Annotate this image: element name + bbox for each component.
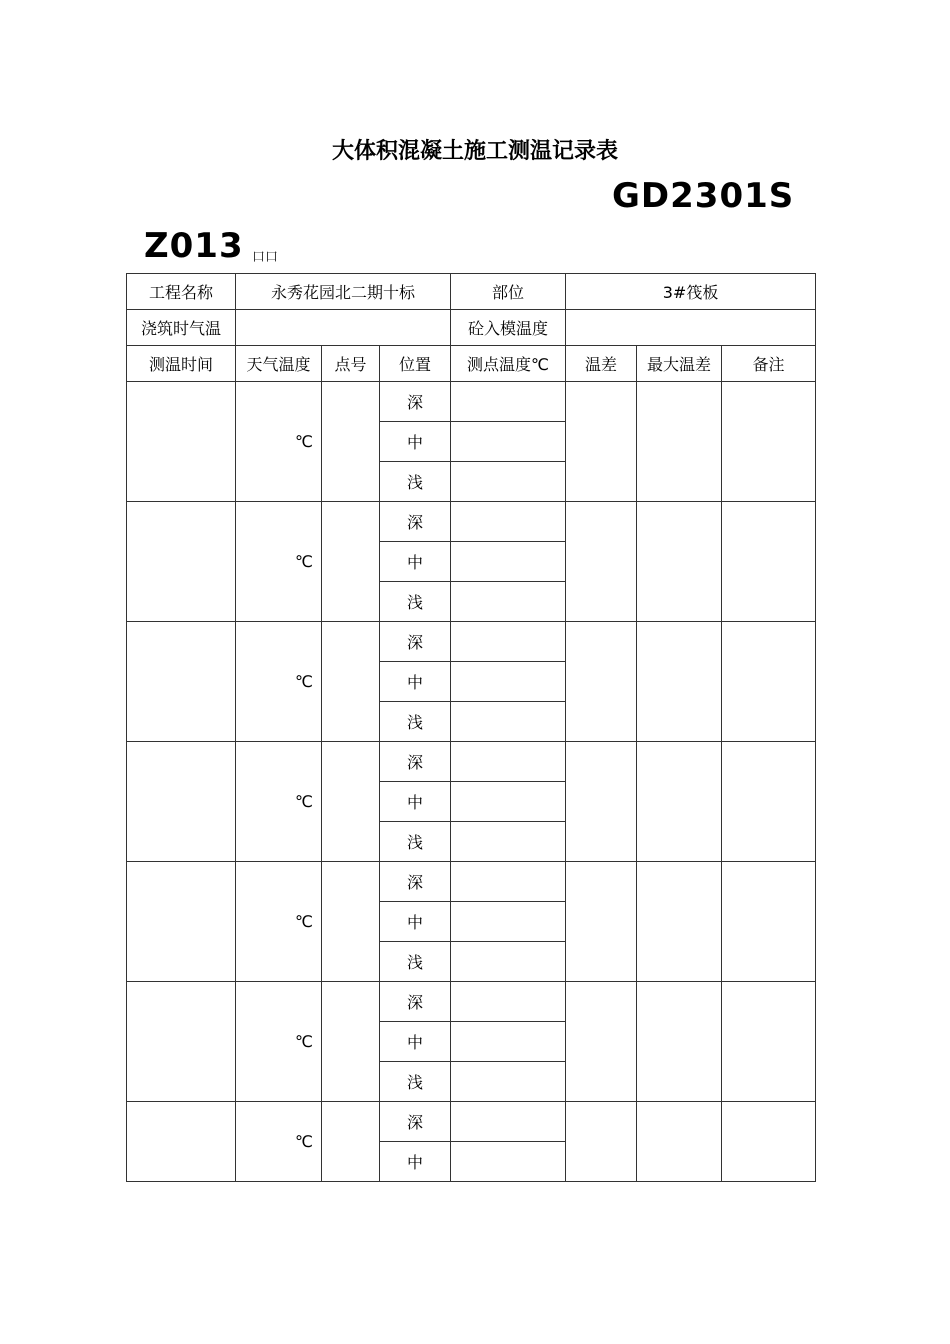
weather-temp-cell[interactable]: ℃ bbox=[236, 742, 322, 862]
weather-temp-cell[interactable]: ℃ bbox=[236, 502, 322, 622]
position-cell: 深 bbox=[380, 862, 451, 902]
position-cell: 深 bbox=[380, 742, 451, 782]
max-diff-cell[interactable] bbox=[637, 622, 722, 742]
temp-diff-cell[interactable] bbox=[566, 622, 637, 742]
position-cell: 深 bbox=[380, 382, 451, 422]
col-header-point-temp: 测点温度℃ bbox=[451, 346, 566, 382]
point-temp-cell[interactable] bbox=[451, 582, 566, 622]
table-row bbox=[127, 982, 816, 1022]
point-temp-cell[interactable] bbox=[451, 1102, 566, 1142]
page-title: 大体积混凝土施工测温记录表 bbox=[331, 139, 618, 164]
time-cell[interactable] bbox=[127, 862, 236, 982]
form-code-line1: GD2301S bbox=[612, 176, 795, 216]
pour-temp-label: 浇筑时气温 bbox=[127, 310, 236, 346]
point-temp-cell[interactable] bbox=[451, 502, 566, 542]
weather-temp-cell[interactable]: ℃ bbox=[236, 1102, 322, 1182]
point-temp-cell[interactable] bbox=[451, 622, 566, 662]
col-header-temp-diff: 温差 bbox=[566, 346, 637, 382]
point-no-cell[interactable] bbox=[322, 382, 380, 502]
mold-temp-label: 砼入模温度 bbox=[451, 310, 566, 346]
point-temp-cell[interactable] bbox=[451, 902, 566, 942]
table-row bbox=[127, 1102, 816, 1142]
column-header-row bbox=[127, 346, 816, 382]
col-header-remarks: 备注 bbox=[722, 346, 816, 382]
position-cell: 深 bbox=[380, 982, 451, 1022]
form-code-suffix: 口口 bbox=[252, 250, 279, 265]
point-temp-cell[interactable] bbox=[451, 462, 566, 502]
form-code-line2: Z013 bbox=[144, 226, 244, 266]
position-cell: 中 bbox=[380, 542, 451, 582]
part-value[interactable]: 3#筏板 bbox=[566, 274, 816, 310]
remarks-cell[interactable] bbox=[722, 862, 816, 982]
point-temp-cell[interactable] bbox=[451, 942, 566, 982]
position-cell: 浅 bbox=[380, 702, 451, 742]
weather-temp-cell[interactable]: ℃ bbox=[236, 862, 322, 982]
max-diff-cell[interactable] bbox=[637, 742, 722, 862]
position-cell: 浅 bbox=[380, 462, 451, 502]
point-no-cell[interactable] bbox=[322, 1102, 380, 1182]
point-temp-cell[interactable] bbox=[451, 662, 566, 702]
mold-temp-value[interactable] bbox=[566, 310, 816, 346]
weather-temp-cell[interactable]: ℃ bbox=[236, 622, 322, 742]
remarks-cell[interactable] bbox=[722, 1102, 816, 1182]
temp-diff-cell[interactable] bbox=[566, 382, 637, 502]
point-temp-cell[interactable] bbox=[451, 542, 566, 582]
position-cell: 中 bbox=[380, 1022, 451, 1062]
weather-temp-cell[interactable]: ℃ bbox=[236, 982, 322, 1102]
point-temp-cell[interactable] bbox=[451, 1062, 566, 1102]
time-cell[interactable] bbox=[127, 622, 236, 742]
max-diff-cell[interactable] bbox=[637, 982, 722, 1102]
table-row bbox=[127, 862, 816, 902]
info-row-temperature bbox=[127, 310, 816, 346]
max-diff-cell[interactable] bbox=[637, 502, 722, 622]
point-no-cell[interactable] bbox=[322, 982, 380, 1102]
remarks-cell[interactable] bbox=[722, 622, 816, 742]
col-header-max-diff: 最大温差 bbox=[637, 346, 722, 382]
project-value[interactable]: 永秀花园北二期十标 bbox=[236, 274, 451, 310]
point-temp-cell[interactable] bbox=[451, 1142, 566, 1182]
position-cell: 深 bbox=[380, 622, 451, 662]
position-cell: 浅 bbox=[380, 582, 451, 622]
temp-diff-cell[interactable] bbox=[566, 862, 637, 982]
table-row bbox=[127, 622, 816, 662]
max-diff-cell[interactable] bbox=[637, 1102, 722, 1182]
position-cell: 深 bbox=[380, 1102, 451, 1142]
point-temp-cell[interactable] bbox=[451, 782, 566, 822]
point-no-cell[interactable] bbox=[322, 622, 380, 742]
remarks-cell[interactable] bbox=[722, 502, 816, 622]
point-temp-cell[interactable] bbox=[451, 862, 566, 902]
col-header-weather-temp: 天气温度 bbox=[236, 346, 322, 382]
position-cell: 中 bbox=[380, 422, 451, 462]
time-cell[interactable] bbox=[127, 982, 236, 1102]
point-temp-cell[interactable] bbox=[451, 1022, 566, 1062]
table-row bbox=[127, 382, 816, 422]
point-no-cell[interactable] bbox=[322, 742, 380, 862]
pour-temp-value[interactable] bbox=[236, 310, 451, 346]
temp-diff-cell[interactable] bbox=[566, 742, 637, 862]
position-cell: 浅 bbox=[380, 942, 451, 982]
remarks-cell[interactable] bbox=[722, 742, 816, 862]
position-cell: 中 bbox=[380, 1142, 451, 1182]
col-header-point-no: 点号 bbox=[322, 346, 380, 382]
max-diff-cell[interactable] bbox=[637, 382, 722, 502]
table-row bbox=[127, 502, 816, 542]
col-header-time: 测温时间 bbox=[127, 346, 236, 382]
position-cell: 浅 bbox=[380, 822, 451, 862]
point-temp-cell[interactable] bbox=[451, 742, 566, 782]
temp-diff-cell[interactable] bbox=[566, 502, 637, 622]
position-cell: 浅 bbox=[380, 1062, 451, 1102]
remarks-cell[interactable] bbox=[722, 982, 816, 1102]
table-row bbox=[127, 742, 816, 782]
point-temp-cell[interactable] bbox=[451, 382, 566, 422]
point-no-cell[interactable] bbox=[322, 862, 380, 982]
remarks-cell[interactable] bbox=[722, 382, 816, 502]
temp-diff-cell[interactable] bbox=[566, 1102, 637, 1182]
point-temp-cell[interactable] bbox=[451, 702, 566, 742]
max-diff-cell[interactable] bbox=[637, 862, 722, 982]
part-label: 部位 bbox=[451, 274, 566, 310]
col-header-position: 位置 bbox=[380, 346, 451, 382]
point-temp-cell[interactable] bbox=[451, 822, 566, 862]
point-no-cell[interactable] bbox=[322, 502, 380, 622]
position-cell: 中 bbox=[380, 782, 451, 822]
record-table bbox=[126, 273, 816, 1182]
time-cell[interactable] bbox=[127, 382, 236, 502]
position-cell: 中 bbox=[380, 902, 451, 942]
info-row-project bbox=[127, 274, 816, 310]
temp-diff-cell[interactable] bbox=[566, 982, 637, 1102]
position-cell: 深 bbox=[380, 502, 451, 542]
time-cell[interactable] bbox=[127, 1102, 236, 1182]
position-cell: 中 bbox=[380, 662, 451, 702]
time-cell[interactable] bbox=[127, 502, 236, 622]
project-label: 工程名称 bbox=[127, 274, 236, 310]
point-temp-cell[interactable] bbox=[451, 982, 566, 1022]
time-cell[interactable] bbox=[127, 742, 236, 862]
weather-temp-cell[interactable]: ℃ bbox=[236, 382, 322, 502]
point-temp-cell[interactable] bbox=[451, 422, 566, 462]
